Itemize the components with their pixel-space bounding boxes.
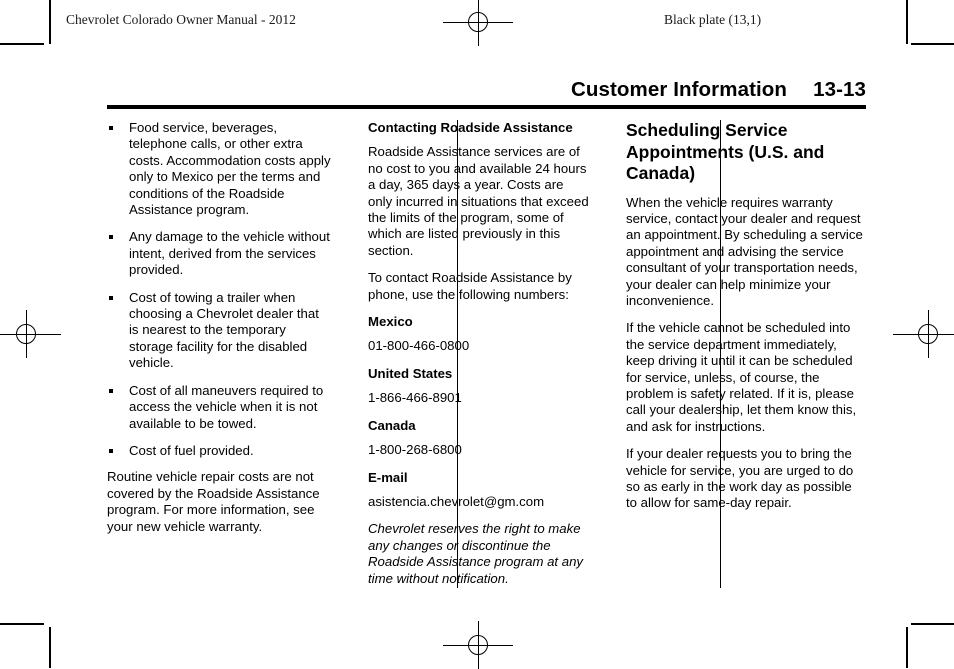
- manual-title: Chevrolet Colorado Owner Manual - 2012: [66, 12, 296, 27]
- roadside-services-paragraph: Roadside Assistance services are of no cost to you and available 24 hours a day, 365 days a year. Costs are only incurred in situations that exceed the limits of the program, some of which are listed previously in this section.: [368, 144, 589, 258]
- column-one: [107, 120, 350, 590]
- contact-label-canada: Canada: [368, 417, 416, 433]
- page-body: [107, 120, 866, 590]
- page-header: [0, 12, 954, 34]
- phone-intro-paragraph: To contact Roadside Assistance by phone, use the following numbers:: [368, 270, 572, 302]
- contact-label-mexico: Mexico: [368, 314, 413, 330]
- crop-mark-bottom-left-vertical: [49, 627, 51, 668]
- list-item-text: Cost of all maneuvers required to access the vehicle when it is not available to be towed.: [129, 382, 324, 431]
- bullet-icon: [109, 449, 113, 453]
- page-number: 13-13: [813, 78, 866, 101]
- registration-mark-left: [26, 334, 27, 335]
- list-item: [107, 383, 332, 432]
- contacting-roadside-heading: Contacting Roadside Assistance: [368, 120, 573, 135]
- crop-mark-bottom-left-horizontal: [0, 623, 44, 625]
- contact-label-united-states: United States: [368, 365, 453, 381]
- page-title: Customer Information: [570, 78, 788, 101]
- crop-mark-bottom-right-horizontal: [911, 623, 954, 625]
- column-three: [608, 120, 866, 590]
- bullet-icon: [109, 126, 113, 130]
- crop-mark-top-left-horizontal: [0, 43, 44, 45]
- bullet-icon: [109, 235, 113, 239]
- contact-value-canada: 1-800-268-6800: [368, 442, 462, 458]
- plate-marker: Black plate (13,1): [664, 12, 762, 27]
- section-title-band: [107, 78, 866, 109]
- registration-mark-bottom: [478, 645, 479, 646]
- contact-label-email: E-mail: [368, 469, 408, 485]
- list-item-text: Cost of fuel provided.: [129, 442, 254, 458]
- registration-mark-circle: [468, 635, 488, 655]
- list-item: [107, 229, 332, 278]
- scheduling-paragraph-two: If the vehicle cannot be scheduled into the service department immediately, keep driving it until it can be scheduled for service, unless, of course, the problem is safety related. If it is, please call your dealership, let them know this, and ask for instructions.: [626, 320, 857, 434]
- column-two: [350, 120, 608, 590]
- scheduling-paragraph-three: If your dealer requests you to bring the vehicle for service, you are urged to do so as early in the work day as possible to allow for same-day repair.: [626, 446, 854, 511]
- list-item-text: Cost of towing a trailer when choosing a Chevrolet dealer that is nearest to the temporary storage facility for the disabled vehicle.: [129, 289, 319, 371]
- contact-value-mexico: 01-800-466-0800: [368, 338, 470, 354]
- registration-mark-circle: [918, 324, 938, 344]
- crop-mark-bottom-right-vertical: [906, 627, 908, 668]
- list-item-text: Any damage to the vehicle without intent, derived from the services provided.: [129, 229, 330, 278]
- column-divider-left: [457, 120, 458, 588]
- scheduling-paragraph-one: When the vehicle requires warranty service, contact your dealer and request an appointment. By scheduling a service appointment and advising the service consultant of your transportation needs, your dealer can help minimize your inconvenience.: [626, 194, 863, 308]
- registration-mark-right: [928, 334, 929, 335]
- registration-mark-circle: [16, 324, 36, 344]
- list-item: [107, 290, 332, 372]
- exclusions-list: [107, 120, 332, 459]
- column-divider-right: [720, 120, 721, 588]
- title-rule: [107, 105, 866, 109]
- list-item: [107, 443, 332, 459]
- contact-value-united-states: 1-866-466-8901: [368, 390, 462, 406]
- bullet-icon: [109, 389, 113, 393]
- routine-repair-paragraph: Routine vehicle repair costs are not covered by the Roadside Assistance program. For more information, see your new vehicle warranty.: [107, 469, 320, 534]
- crop-mark-top-right-horizontal: [911, 43, 954, 45]
- bullet-icon: [109, 296, 113, 300]
- contact-value-email: asistencia.chevrolet@gm.com: [368, 493, 545, 509]
- section-title-row: [107, 78, 866, 105]
- scheduling-service-heading: Scheduling Service Appointments (U.S. and Canada): [626, 120, 825, 183]
- list-item-text: Food service, beverages, telephone calls, or other extra costs. Accommodation costs apply only to Mexico per the terms and conditions of the Roadside Assistance program.: [129, 120, 331, 218]
- program-disclaimer: Chevrolet reserves the right to make any changes or discontinue the Roadside Assistance program at any time without notification.: [368, 521, 584, 586]
- list-item: [107, 120, 332, 218]
